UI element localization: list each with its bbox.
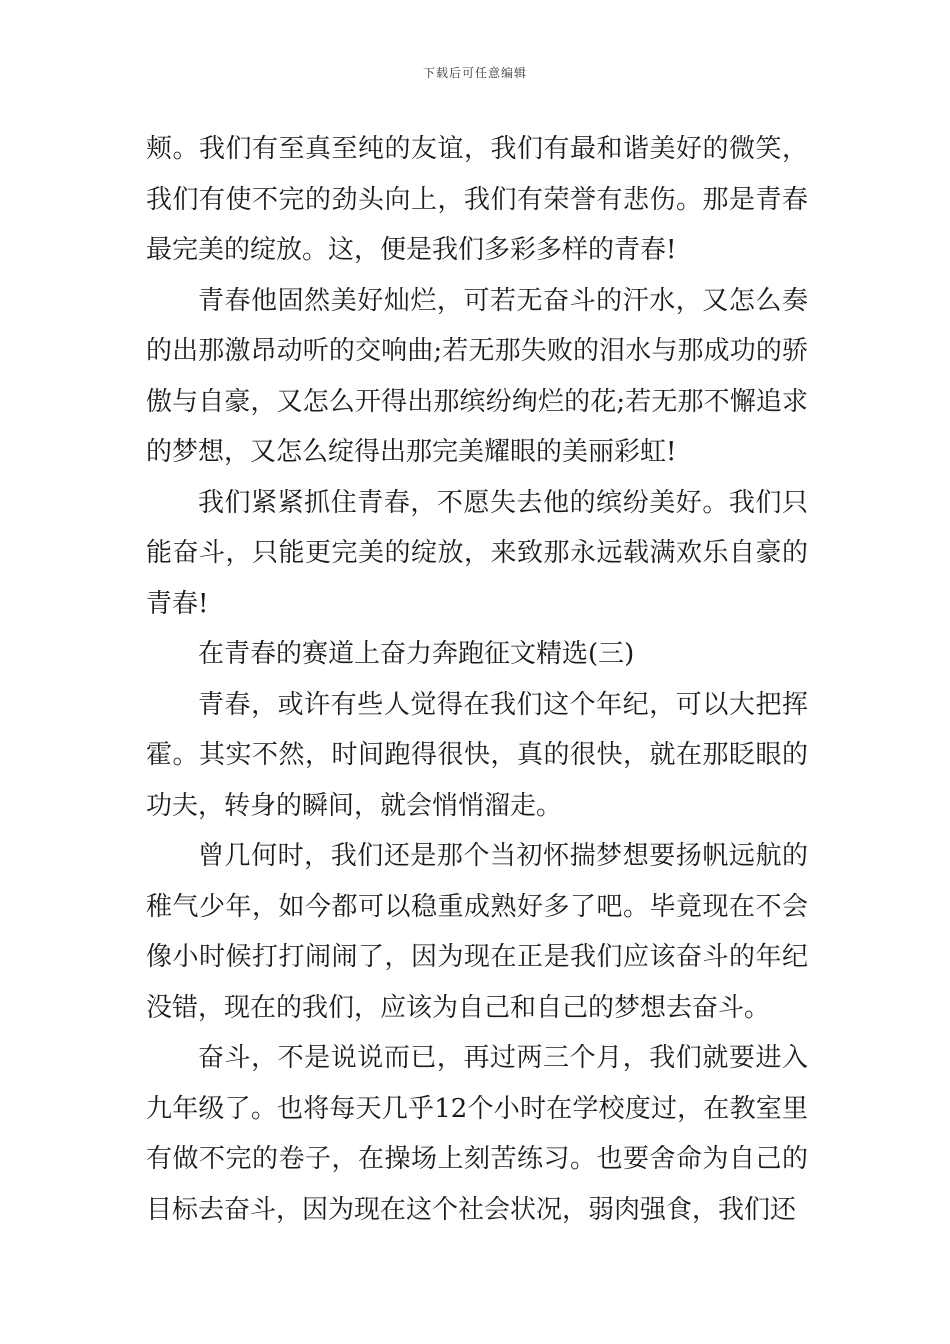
- paragraph-6: 奋斗，不是说说而已，再过两三个月，我们就要进入九年级了。也将每天几乎12个小时在学校度过，在教室里有做不完的卷子，在操场上刻苦练习。也要舍命为自己的目标去奋斗，因为现在这个社会状况，弱肉强食，我们还: [146, 1043, 808, 1225]
- section-title: 在青春的赛道上奋力奔跑征文精选(三): [198, 639, 635, 669]
- header-note: 下载后可任意编辑: [422, 66, 527, 80]
- document-body: [146, 124, 808, 1235]
- paragraph-2: 青春他固然美好灿烂，可若无奋斗的汗水，又怎么奏的出那激昂动听的交响曲;若无那失败的泪水与那成功的骄傲与自豪，又怎么开得出那缤纷绚烂的花;若无那不懈追求的梦想，又怎么绽得出那完美耀眼的美丽彩虹!: [146, 285, 808, 467]
- paragraph-5: 曾几何时，我们还是那个当初怀揣梦想要扬帆远航的稚气少年，如今都可以稳重成熟好多了吧。毕竟现在不会像小时候打打闹闹了，因为现在正是我们应该奋斗的年纪没错，现在的我们，应该为自己和自己的梦想去奋斗。: [146, 841, 808, 1023]
- paragraph-4: 青春，或许有些人觉得在我们这个年纪，可以大把挥霍。其实不然，时间跑得很快，真的很快，就在那眨眼的功夫，转身的瞬间，就会悄悄溜走。: [146, 689, 808, 821]
- paragraph-1: 颊。我们有至真至纯的友谊，我们有最和谐美好的微笑，我们有使不完的劲头向上，我们有荣誉有悲伤。那是青春最完美的绽放。这，便是我们多彩多样的青春!: [146, 134, 808, 265]
- paragraph-3: 我们紧紧抓住青春，不愿失去他的缤纷美好。我们只能奋斗，只能更完美的绽放，来致那永远载满欢乐自豪的青春!: [146, 487, 808, 619]
